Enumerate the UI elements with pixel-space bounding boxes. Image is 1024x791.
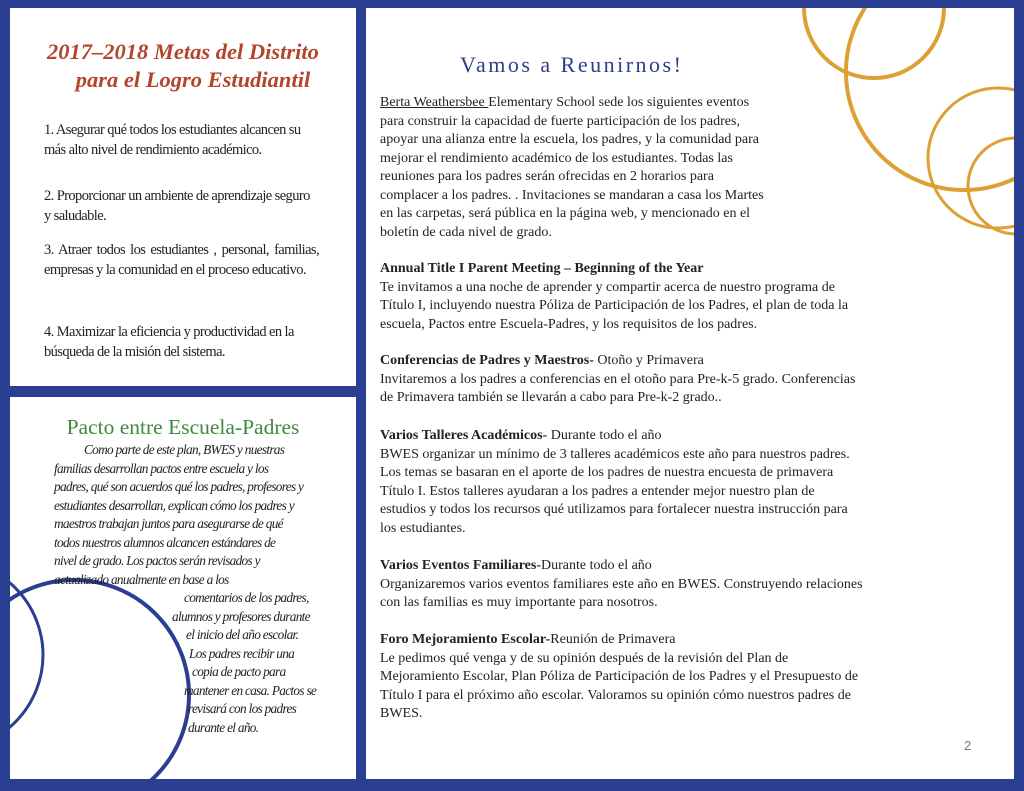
event-body-line: Título I, incluyendo nuestra Póliza de Participación de los Padres, el plan de toda la: [380, 298, 849, 313]
event-when: Otoño y Primavera: [593, 353, 704, 368]
compact-line: familias desarrollan pactos entre escuela y los: [54, 460, 269, 476]
compact-line: actualizado anualmente en base a los: [54, 571, 229, 587]
compact-line: Como parte de este plan, BWES y nuestras: [84, 442, 285, 457]
intro-line: mejorar el rendimiento académico de los estudiantes. Todas las: [380, 150, 733, 166]
goal-item-4: 4. Maximizar la eficiencia y productividad en la búsqueda de la misión del sistema.: [44, 324, 294, 360]
event-when: Durante todo el año: [541, 558, 652, 573]
event-title: Varios Talleres Académicos-: [380, 428, 548, 443]
intro-line: reuniones para los padres serán ofrecidas en 2 horarios para: [380, 169, 714, 184]
event-title: Foro Mejoramiento Escolar-: [380, 632, 551, 647]
compact-panel: [10, 397, 356, 779]
event-title: Annual Title I Parent Meeting – Beginning of the Year: [380, 261, 704, 276]
event-body-line: de Primavera también se llevarán a cabo para Pre-k-2 grado..: [380, 390, 722, 405]
event-body-line: BWES.: [380, 706, 423, 721]
event-improvement-forum: [380, 631, 858, 724]
intro-line: para construir la capacidad de fuerte participación de los padres,: [380, 113, 740, 129]
event-body-line: Título I para el próximo año escolar. Valoramos su opinión cómo nuestros padres de: [380, 687, 851, 703]
compact-line: Los padres recibir una: [189, 645, 295, 661]
compact-line: nivel de grado. Los pactos serán revisados y: [54, 553, 260, 568]
goal-item-3: 3. Atraer todos los estudiantes , personal, familias, empresas y la comunidad en el proceso educativo.: [44, 242, 319, 278]
goal-item-1: 1. Asegurar qué todos los estudiantes alcancen su más alto nivel de rendimiento académico.: [44, 122, 301, 158]
intro-line: Elementary School sede los siguientes eventos: [488, 95, 750, 110]
event-body-line: Mejoramiento Escolar, Plan Póliza de Participación de los Padres y el Presupuesto de: [380, 669, 859, 684]
event-conferences: [380, 352, 855, 408]
intro-line: apoyar una alianza entre la escuela, los padres, y la comunidad para: [380, 132, 759, 147]
meetings-panel: [366, 8, 1014, 779]
event-body-line: con las familias es muy importante para nosotros.: [380, 595, 658, 610]
event-body-line: Título I. Estos talleres ayudaran a los padres a entender mejor nuestro plan de: [380, 483, 815, 499]
goals-panel: [10, 8, 356, 386]
meetings-title: Vamos a Reunirnos!: [460, 52, 684, 77]
compact-line: copia de pacto para: [192, 664, 286, 679]
compact-title: Pacto entre Escuela-Padres: [66, 415, 300, 439]
compact-line: todos nuestros alumnos alcancen estándares de: [54, 534, 276, 550]
event-body-line: Los temas se basaran en el aporte de los padres de nuestra encuesta de primavera: [380, 465, 834, 480]
goals-title-line1: 2017–2018 Metas del Distrito: [47, 39, 319, 64]
compact-line: alumnos y profesores durante: [172, 608, 310, 624]
event-family-events: [380, 557, 863, 613]
compact-line: maestros trabajan juntos para asegurarse de qué: [54, 516, 283, 531]
event-body-line: Organizaremos varios eventos familiares este año en BWES. Construyendo relaciones: [380, 576, 863, 592]
page-number: 2: [964, 738, 972, 753]
compact-line: durante el año.: [188, 719, 259, 735]
event-title: Conferencias de Padres y Maestros-: [380, 353, 594, 368]
compact-line: el inicio del año escolar.: [186, 627, 299, 642]
event-annual-meeting: [380, 260, 848, 334]
event-body-line: estudios y todos los recursos qué utilizamos para fortalecer nuestra instrucción para: [380, 502, 848, 517]
compact-line: comentarios de los padres,: [184, 590, 309, 605]
goals-title: [10, 38, 356, 94]
event-body-line: Invitaremos a los padres a conferencias en el otoño para Pre-k-5 grado. Conferencias: [380, 371, 856, 387]
goal-item-2: 2. Proporcionar un ambiente de aprendizaje seguro y saludable.: [44, 188, 310, 224]
intro-paragraph: [380, 94, 764, 242]
goals-title-line2: para el Logro Estudiantil: [75, 67, 311, 92]
event-when: Durante todo el año: [547, 428, 662, 443]
intro-line: en las carpetas, será pública en la página web, y mencionado en el: [380, 206, 751, 221]
school-name: Berta Weathersbee: [380, 95, 489, 110]
compact-line: mantener en casa. Pactos se: [184, 682, 317, 698]
event-workshops: [380, 427, 850, 538]
event-body-line: los estudiantes.: [380, 520, 466, 536]
event-body-line: escuela, Pactos entre Escuela-Padres, y los requisitos de los padres.: [380, 316, 758, 332]
event-body-line: Te invitamos a una noche de aprender y compartir acerca de nuestro programa de: [380, 279, 835, 295]
event-title: Varios Eventos Familiares-: [380, 558, 541, 573]
event-when: Reunión de Primavera: [550, 632, 676, 647]
compact-line: estudiantes desarrollan, explican cómo los padres y: [54, 497, 294, 513]
event-body-line: BWES organizar un mínimo de 3 talleres académicos este año para nuestros padres.: [380, 446, 850, 462]
intro-line: boletín de cada nivel de grado.: [380, 224, 552, 240]
event-body-line: Le pedimos qué venga y de su opinión después de la revisión del Plan de: [380, 650, 789, 666]
compact-line: revisará con los padres: [188, 701, 297, 716]
compact-line: padres, qué son acuerdos qué los padres, profesores y: [54, 479, 304, 494]
intro-line: complacer a los padres. . Invitaciones se mandaran a casa los Martes: [380, 187, 764, 203]
